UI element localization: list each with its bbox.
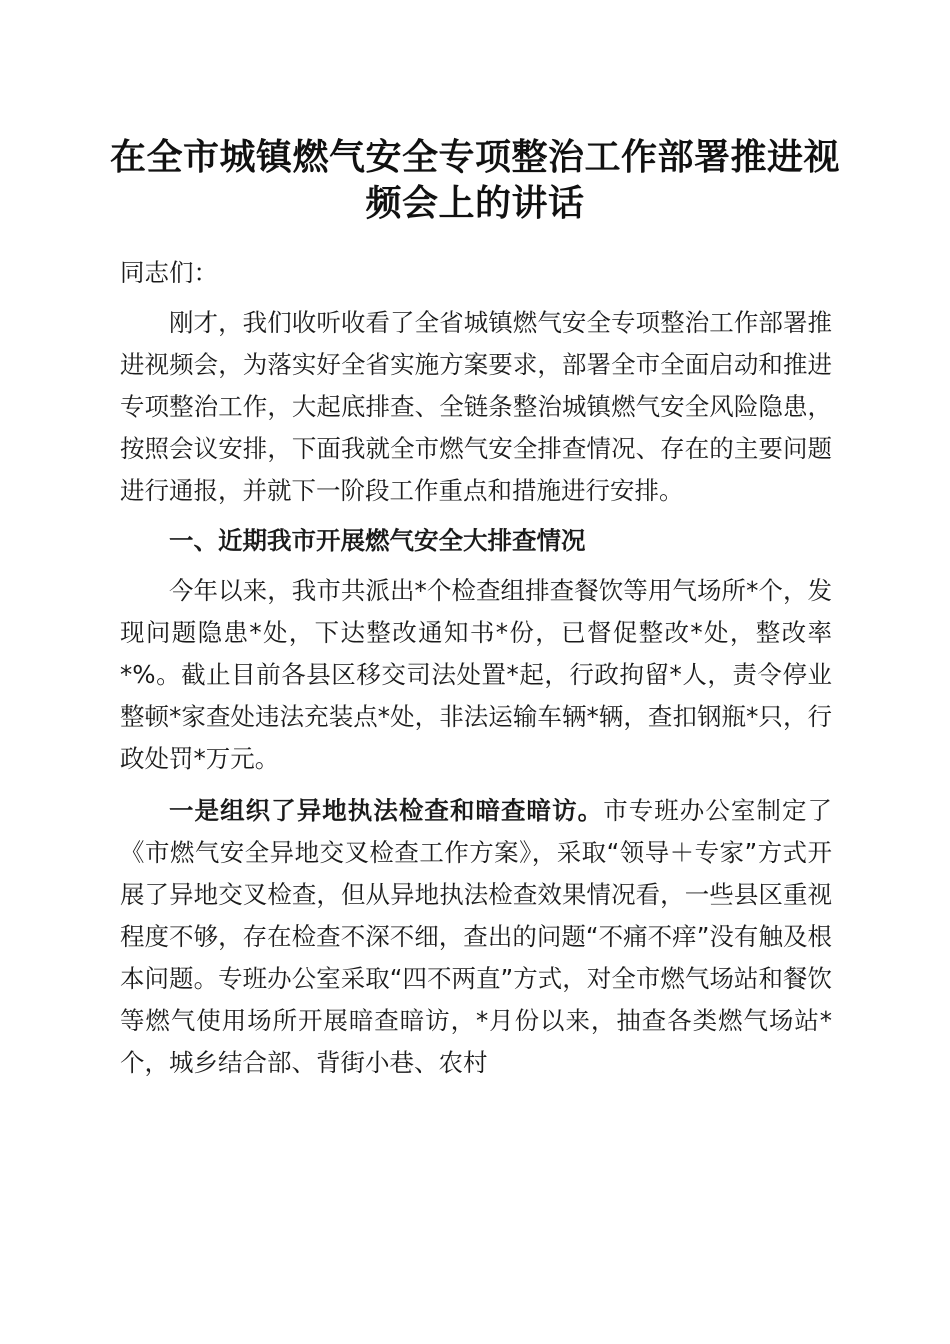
document-body: [120, 252, 832, 1084]
paragraph-inspection-text: 市专班办公室制定了《市燃气安全异地交叉检查工作方案》，采取“领导＋专家”方式开展了异地交叉检查，但从异地执法检查效果情况看，一些县区重视程度不够，存在检查不深不细，查出的问题“不痛不痒”没有触及根本问题。专班办公室采取“四不两直”方式，对全市燃气场站和餐饮等燃气使用场所开展暗查暗访，*月份以来，抽查各类燃气场站*个，城乡结合部、背街小巷、农村: [120, 796, 833, 1077]
title-line-1: 在全市城镇燃气安全专项整治工作部署推进视: [109, 136, 840, 178]
paragraph-statistics-text: 今年以来，我市共派出*个检查组排查餐饮等用气场所*个，发现问题隐患*处，下达整改通知书*份，已督促整改*处，整改率*%。截止目前各县区移交司法处置*起，行政拘留*人，责令停业整顿*家查处违法充装点*处，非法运输车辆*辆，查扣钢瓶*只，行政处罚*万元。: [120, 576, 832, 773]
paragraph-inspection-lead: 一是组织了异地执法检查和暗查暗访。: [169, 796, 604, 825]
paragraph-intro: 刚才，我们收听收看了全省城镇燃气安全专项整治工作部署推进视频会，为落实好全省实施方案要求，部署全市全面启动和推进专项整治工作，大起底排查、全链条整治城镇燃气安全风险隐患，按照会议安排，下面我就全市燃气安全排查情况、存在的主要问题进行通报，并就下一阶段工作重点和措施进行安排。: [120, 308, 832, 505]
section-heading-1: 一、近期我市开展燃气安全大排查情况: [169, 526, 586, 555]
document-title: [100, 134, 850, 226]
title-line-2: 频会上的讲话: [365, 182, 585, 224]
salutation: 同志们：: [120, 258, 218, 287]
paragraph-inspection: [120, 790, 832, 1084]
paragraph-statistics: [120, 570, 832, 780]
